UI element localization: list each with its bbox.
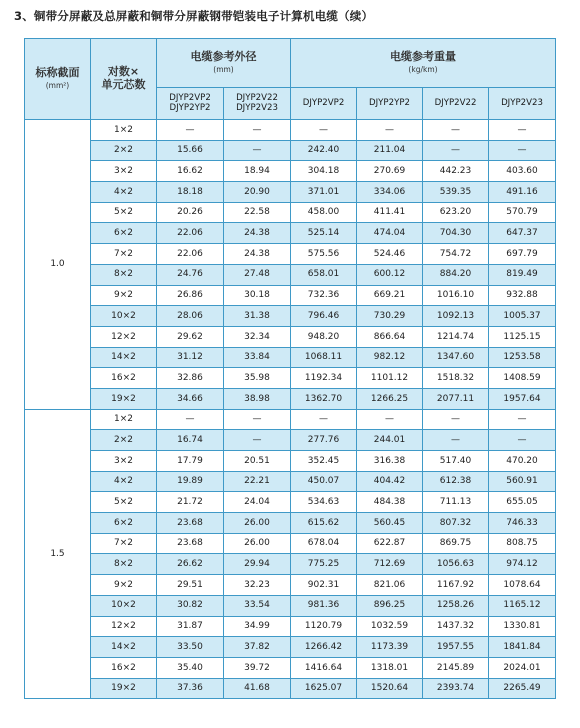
value-cell: 22.06 [157, 244, 224, 265]
value-cell: 754.72 [423, 244, 489, 265]
cores-cell: 4×2 [91, 471, 157, 492]
value-cell: 30.18 [224, 285, 291, 306]
value-cell: — [224, 140, 291, 161]
value-cell: 334.06 [357, 182, 423, 203]
value-cell: 21.72 [157, 492, 224, 513]
cores-cell: 1×2 [91, 409, 157, 430]
value-cell: — [489, 120, 556, 141]
cores-cell: 16×2 [91, 368, 157, 389]
value-cell: 821.06 [357, 575, 423, 596]
weight-col-header-4 [489, 88, 556, 120]
table-row [25, 140, 556, 161]
cores-cell: 3×2 [91, 161, 157, 182]
cores-cell: 9×2 [91, 285, 157, 306]
value-cell: 20.51 [224, 451, 291, 472]
value-cell: 33.54 [224, 595, 291, 616]
value-cell: 1437.32 [423, 616, 489, 637]
value-cell: 450.07 [291, 471, 357, 492]
table-row [25, 637, 556, 658]
value-cell: 304.18 [291, 161, 357, 182]
value-cell: — [224, 430, 291, 451]
value-cell: 29.62 [157, 326, 224, 347]
table-row [25, 182, 556, 203]
value-cell: 704.30 [423, 223, 489, 244]
value-cell: 819.49 [489, 264, 556, 285]
weight-col-header-3-label: DJYP2V22 [434, 97, 477, 108]
value-cell: 24.04 [224, 492, 291, 513]
table-row [25, 120, 556, 141]
value-cell: 18.94 [224, 161, 291, 182]
value-cell: 1120.79 [291, 616, 357, 637]
value-cell: 658.01 [291, 264, 357, 285]
cores-cell: 8×2 [91, 264, 157, 285]
value-cell: 1841.84 [489, 637, 556, 658]
value-cell: 411.41 [357, 202, 423, 223]
value-cell: 732.36 [291, 285, 357, 306]
value-cell: 655.05 [489, 492, 556, 513]
value-cell: 16.62 [157, 161, 224, 182]
value-cell: 32.23 [224, 575, 291, 596]
cores-cell: 4×2 [91, 182, 157, 203]
value-cell: 2077.11 [423, 388, 489, 409]
cores-cell: 5×2 [91, 492, 157, 513]
value-cell: 1016.10 [423, 285, 489, 306]
table-row [25, 264, 556, 285]
value-cell: 808.75 [489, 533, 556, 554]
cores-cell: 12×2 [91, 616, 157, 637]
value-cell: 22.58 [224, 202, 291, 223]
value-cell: 371.01 [291, 182, 357, 203]
value-cell: 524.46 [357, 244, 423, 265]
value-cell: 33.50 [157, 637, 224, 658]
table-body [25, 120, 556, 699]
table-row [25, 657, 556, 678]
value-cell: 1416.64 [291, 657, 357, 678]
section-header-unit: (mm²) [45, 81, 70, 90]
table-row [25, 285, 556, 306]
value-cell: 15.66 [157, 140, 224, 161]
value-cell: 517.40 [423, 451, 489, 472]
value-cell: 974.12 [489, 554, 556, 575]
value-cell: 32.34 [224, 326, 291, 347]
value-cell: 575.56 [291, 244, 357, 265]
cores-cell: 10×2 [91, 306, 157, 327]
value-cell: 539.35 [423, 182, 489, 203]
value-cell: 1625.07 [291, 678, 357, 699]
table-row [25, 575, 556, 596]
value-cell: 33.84 [224, 347, 291, 368]
value-cell: 242.40 [291, 140, 357, 161]
value-cell: 525.14 [291, 223, 357, 244]
value-cell: 948.20 [291, 326, 357, 347]
value-cell: 1330.81 [489, 616, 556, 637]
value-cell: — [423, 120, 489, 141]
value-cell: 484.38 [357, 492, 423, 513]
table-row [25, 471, 556, 492]
value-cell: 534.63 [291, 492, 357, 513]
cable-spec-table [24, 38, 556, 699]
value-cell: 16.74 [157, 430, 224, 451]
value-cell: 1214.74 [423, 326, 489, 347]
outer-diameter-label: 电缆参考外径 [190, 50, 257, 64]
od-col-header-2 [224, 88, 291, 120]
value-cell: 1056.63 [423, 554, 489, 575]
value-cell: 470.20 [489, 451, 556, 472]
table-row [25, 368, 556, 389]
value-cell: 28.06 [157, 306, 224, 327]
weight-col-header-1-label: DJYP2VP2 [302, 97, 345, 108]
cores-header-line2: 单元芯数 [101, 78, 146, 91]
cores-header-line1: 对数× [107, 65, 140, 79]
value-cell: 711.13 [423, 492, 489, 513]
value-cell: 1005.37 [489, 306, 556, 327]
value-cell: 29.51 [157, 575, 224, 596]
value-cell: 1173.39 [357, 637, 423, 658]
outer-diameter-header [157, 39, 291, 88]
value-cell: 796.46 [291, 306, 357, 327]
weight-header [291, 39, 556, 88]
value-cell: 1068.11 [291, 347, 357, 368]
value-cell: 26.62 [157, 554, 224, 575]
value-cell: 22.06 [157, 223, 224, 244]
table-row [25, 616, 556, 637]
table-row [25, 492, 556, 513]
value-cell: 560.45 [357, 513, 423, 534]
value-cell: 1362.70 [291, 388, 357, 409]
table-row [25, 388, 556, 409]
value-cell: 24.76 [157, 264, 224, 285]
value-cell: 2145.89 [423, 657, 489, 678]
value-cell: 41.68 [224, 678, 291, 699]
table-row [25, 430, 556, 451]
cores-cell: 7×2 [91, 533, 157, 554]
cores-header [91, 39, 157, 120]
value-cell: 730.29 [357, 306, 423, 327]
cores-cell: 8×2 [91, 554, 157, 575]
value-cell: 24.38 [224, 244, 291, 265]
value-cell: 981.36 [291, 595, 357, 616]
value-cell: 807.32 [423, 513, 489, 534]
value-cell: 442.23 [423, 161, 489, 182]
value-cell: 24.38 [224, 223, 291, 244]
value-cell: 31.12 [157, 347, 224, 368]
value-cell: 26.00 [224, 513, 291, 534]
value-cell: 932.88 [489, 285, 556, 306]
value-cell: 678.04 [291, 533, 357, 554]
page-title: 3、铜带分屏蔽及总屏蔽和铜带分屏蔽钢带铠装电子计算机电缆（续） [14, 9, 374, 23]
value-cell: 622.87 [357, 533, 423, 554]
value-cell: 1408.59 [489, 368, 556, 389]
value-cell: 1258.26 [423, 595, 489, 616]
cores-cell: 10×2 [91, 595, 157, 616]
cores-cell: 6×2 [91, 513, 157, 534]
value-cell: 647.37 [489, 223, 556, 244]
weight-col-header-1 [291, 88, 357, 120]
cores-cell: 7×2 [91, 244, 157, 265]
value-cell: — [489, 140, 556, 161]
cores-cell: 16×2 [91, 657, 157, 678]
value-cell: — [357, 409, 423, 430]
value-cell: 1957.64 [489, 388, 556, 409]
value-cell: 746.33 [489, 513, 556, 534]
value-cell: 31.38 [224, 306, 291, 327]
cores-cell: 2×2 [91, 140, 157, 161]
value-cell: — [291, 120, 357, 141]
value-cell: 26.00 [224, 533, 291, 554]
value-cell: — [157, 409, 224, 430]
value-cell: 404.42 [357, 471, 423, 492]
table-row [25, 409, 556, 430]
value-cell: — [489, 430, 556, 451]
weight-col-header-3 [423, 88, 489, 120]
cores-cell: 19×2 [91, 678, 157, 699]
value-cell: 37.82 [224, 637, 291, 658]
table-header [25, 39, 556, 120]
value-cell: 615.62 [291, 513, 357, 534]
value-cell: 277.76 [291, 430, 357, 451]
value-cell: 1266.42 [291, 637, 357, 658]
cores-cell: 3×2 [91, 451, 157, 472]
cores-cell: 2×2 [91, 430, 157, 451]
value-cell: 669.21 [357, 285, 423, 306]
cores-cell: 14×2 [91, 347, 157, 368]
value-cell: 20.90 [224, 182, 291, 203]
od-col-header-1-line1: DJYP2VP2 [169, 92, 211, 103]
value-cell: 1318.01 [357, 657, 423, 678]
value-cell: 1520.64 [357, 678, 423, 699]
cores-cell: 9×2 [91, 575, 157, 596]
od-col-header-2-line1: DJYP2V22 [236, 92, 278, 103]
value-cell: 697.79 [489, 244, 556, 265]
section-cell: 1.0 [25, 120, 91, 410]
value-cell: 39.72 [224, 657, 291, 678]
od-col-header-2-line2: DJYP2V23 [236, 102, 278, 113]
value-cell: — [157, 120, 224, 141]
value-cell: 1032.59 [357, 616, 423, 637]
value-cell: 1192.34 [291, 368, 357, 389]
value-cell: 491.16 [489, 182, 556, 203]
value-cell: 612.38 [423, 471, 489, 492]
value-cell: 316.38 [357, 451, 423, 472]
table-row [25, 326, 556, 347]
cores-cell: 12×2 [91, 326, 157, 347]
cores-cell: 5×2 [91, 202, 157, 223]
value-cell: 896.25 [357, 595, 423, 616]
table-row [25, 678, 556, 699]
cores-cell: 1×2 [91, 120, 157, 141]
section-header [25, 39, 91, 120]
value-cell: 34.66 [157, 388, 224, 409]
value-cell: 352.45 [291, 451, 357, 472]
value-cell: 23.68 [157, 513, 224, 534]
value-cell: 26.86 [157, 285, 224, 306]
value-cell: 18.18 [157, 182, 224, 203]
value-cell: 35.98 [224, 368, 291, 389]
value-cell: 1092.13 [423, 306, 489, 327]
value-cell: 17.79 [157, 451, 224, 472]
value-cell: 474.04 [357, 223, 423, 244]
value-cell: 211.04 [357, 140, 423, 161]
cores-cell: 19×2 [91, 388, 157, 409]
value-cell: — [224, 409, 291, 430]
value-cell: 27.48 [224, 264, 291, 285]
value-cell: 1253.58 [489, 347, 556, 368]
value-cell: 270.69 [357, 161, 423, 182]
weight-label: 电缆参考重量 [390, 50, 456, 64]
value-cell: 623.20 [423, 202, 489, 223]
od-col-header-1 [157, 88, 224, 120]
value-cell: — [423, 430, 489, 451]
value-cell: 1167.92 [423, 575, 489, 596]
value-cell: 1518.32 [423, 368, 489, 389]
table-row [25, 347, 556, 368]
value-cell: — [224, 120, 291, 141]
value-cell: 37.36 [157, 678, 224, 699]
table-row [25, 451, 556, 472]
value-cell: — [489, 409, 556, 430]
table-row [25, 595, 556, 616]
value-cell: 1165.12 [489, 595, 556, 616]
value-cell: 869.75 [423, 533, 489, 554]
value-cell: 20.26 [157, 202, 224, 223]
value-cell: 244.01 [357, 430, 423, 451]
value-cell: 2024.01 [489, 657, 556, 678]
value-cell: — [357, 120, 423, 141]
outer-diameter-unit: (mm) [213, 65, 234, 74]
value-cell: 29.94 [224, 554, 291, 575]
value-cell: 38.98 [224, 388, 291, 409]
value-cell: 2265.49 [489, 678, 556, 699]
weight-col-header-2-label: DJYP2YP2 [369, 97, 410, 108]
value-cell: 866.64 [357, 326, 423, 347]
value-cell: 22.21 [224, 471, 291, 492]
value-cell: 31.87 [157, 616, 224, 637]
value-cell: 35.40 [157, 657, 224, 678]
value-cell: 1957.55 [423, 637, 489, 658]
table-row [25, 513, 556, 534]
table-row [25, 223, 556, 244]
table-row [25, 244, 556, 265]
value-cell: 458.00 [291, 202, 357, 223]
value-cell: 1078.64 [489, 575, 556, 596]
table-row [25, 533, 556, 554]
cores-cell: 14×2 [91, 637, 157, 658]
value-cell: 775.25 [291, 554, 357, 575]
value-cell: — [291, 409, 357, 430]
value-cell: 570.79 [489, 202, 556, 223]
value-cell: 1266.25 [357, 388, 423, 409]
value-cell: 403.60 [489, 161, 556, 182]
section-header-label: 标称截面 [35, 66, 80, 80]
weight-col-header-4-label: DJYP2V23 [501, 97, 543, 108]
value-cell: 1125.15 [489, 326, 556, 347]
table-row [25, 554, 556, 575]
weight-col-header-2 [357, 88, 423, 120]
value-cell: 982.12 [357, 347, 423, 368]
cores-cell: 6×2 [91, 223, 157, 244]
table-row [25, 161, 556, 182]
value-cell: 30.82 [157, 595, 224, 616]
value-cell: 884.20 [423, 264, 489, 285]
value-cell: 2393.74 [423, 678, 489, 699]
value-cell: 1347.60 [423, 347, 489, 368]
weight-unit: (kg/km) [408, 65, 438, 74]
value-cell: 902.31 [291, 575, 357, 596]
section-cell: 1.5 [25, 409, 91, 699]
table-row [25, 202, 556, 223]
value-cell: 23.68 [157, 533, 224, 554]
value-cell: 1101.12 [357, 368, 423, 389]
value-cell: 600.12 [357, 264, 423, 285]
table-row [25, 306, 556, 327]
value-cell: 32.86 [157, 368, 224, 389]
od-col-header-1-line2: DJYP2YP2 [169, 102, 211, 113]
value-cell: 560.91 [489, 471, 556, 492]
value-cell: 34.99 [224, 616, 291, 637]
value-cell: 712.69 [357, 554, 423, 575]
value-cell: — [423, 140, 489, 161]
value-cell: — [423, 409, 489, 430]
value-cell: 19.89 [157, 471, 224, 492]
